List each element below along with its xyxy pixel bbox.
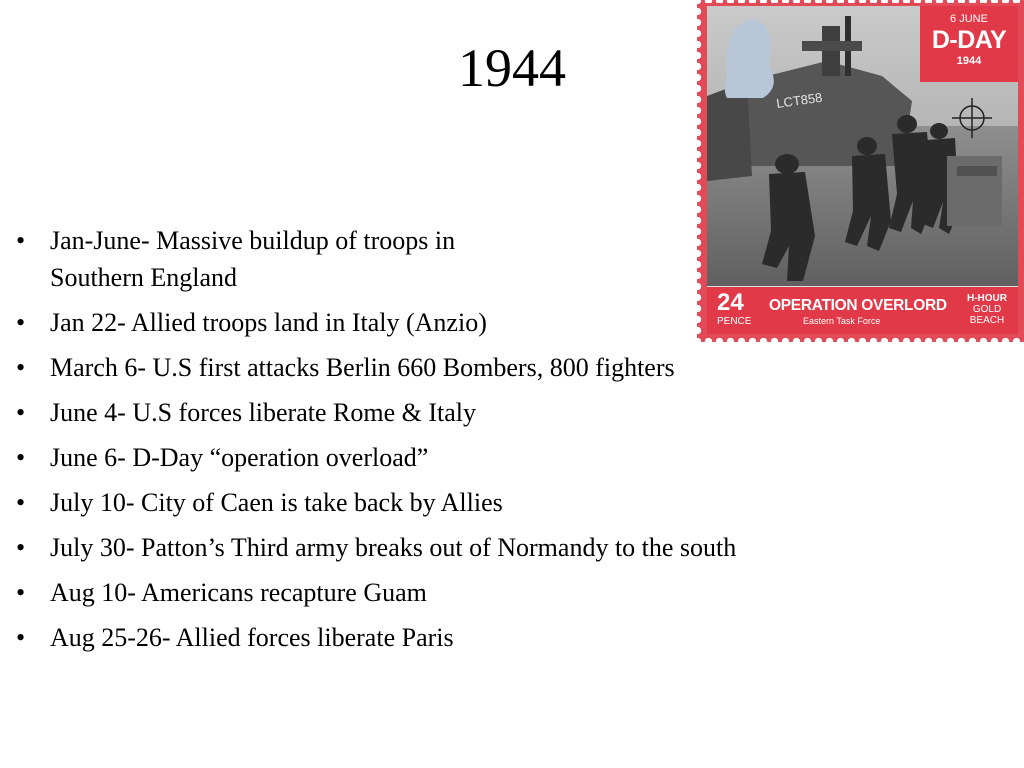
- task-force: Eastern Task Force: [803, 316, 881, 326]
- bullet-item: • July 30- Patton’s Third army breaks out of Normandy to the south: [0, 529, 850, 566]
- bullet-item: • June 6- D-Day “operation overload”: [0, 439, 850, 476]
- stamp-date: 6 JUNE: [950, 13, 988, 25]
- hhour-label: [961, 293, 1013, 326]
- dday-label-box: [920, 6, 1018, 82]
- bullet-item: • July 10- City of Caen is take back by Allies: [0, 484, 850, 521]
- operation-name: OPERATION OVERLORD: [769, 297, 947, 314]
- beach-name-2: BEACH: [969, 315, 1005, 326]
- bullet-item: • Jan-June- Massive buildup of troops in Southern England: [0, 222, 850, 296]
- bullet-item: • June 4- U.S forces liberate Rome & Italy: [0, 394, 850, 431]
- bullet-item: • Aug 25-26- Allied forces liberate Paris: [0, 619, 850, 656]
- stamp-currency: PENCE: [717, 316, 752, 327]
- stamp-value: 24: [717, 289, 744, 316]
- stamp-event: D-DAY: [931, 26, 1007, 54]
- stamp-year: 1944: [956, 55, 982, 67]
- stamp-bottom-band: [707, 287, 1018, 334]
- stamp-inner: [707, 6, 1018, 334]
- dday-stamp-image: [697, 0, 1024, 342]
- bullet-item: • Aug 10- Americans recapture Guam: [0, 574, 850, 611]
- hhour-text: H-HOUR: [967, 293, 1007, 304]
- hull-number: LCT858: [775, 89, 824, 111]
- slide-title: 1944: [458, 38, 566, 98]
- bullet-item: • March 6- U.S first attacks Berlin 660 Bombers, 800 fighters: [0, 349, 850, 386]
- beach-name-1: GOLD: [972, 304, 1002, 315]
- bullet-item: • Jan 22- Allied troops land in Italy (Anzio): [0, 304, 850, 341]
